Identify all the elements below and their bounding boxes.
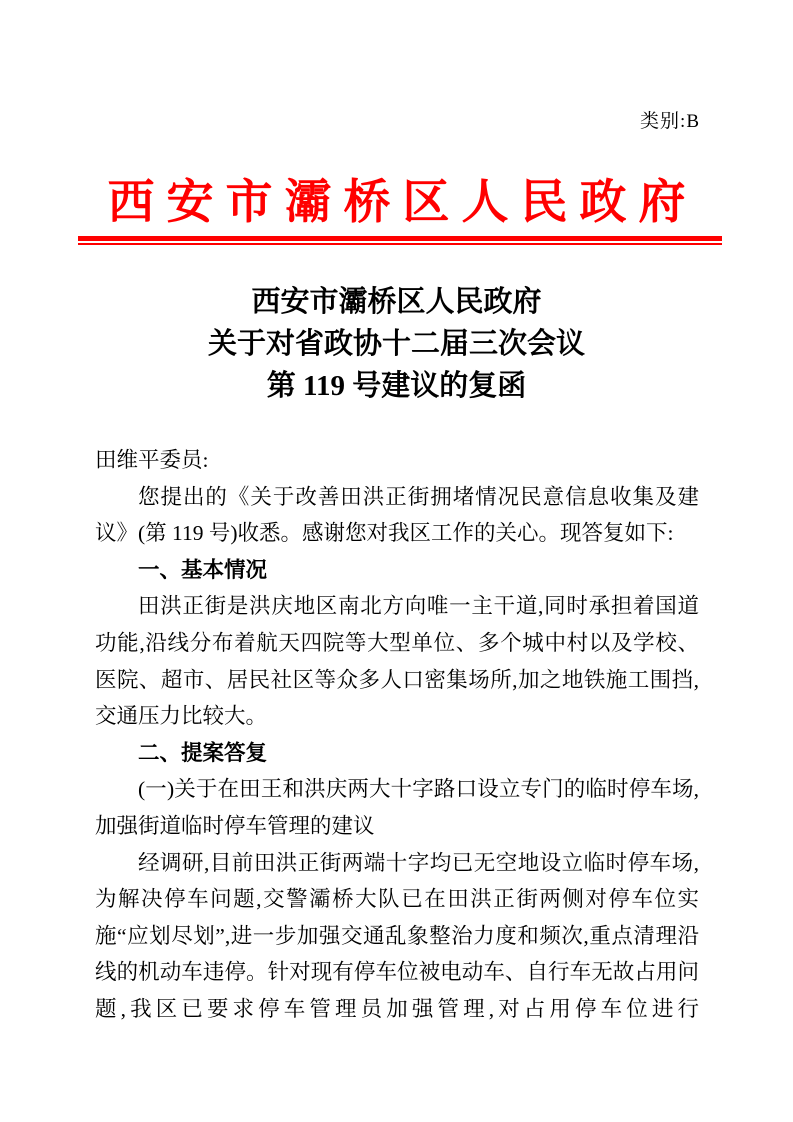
title-line-2: 关于对省政协十二届三次会议 xyxy=(207,328,585,360)
paragraph-basic-situation: 田洪正街是洪庆地区南北方向唯一主干道,同时承担着国道功能,沿线分布着航天四院等大型单位、多个城中村以及学校、医院、超市、居民社区等众多人口密集场所,加之地铁施工围挡,交通压力比较大。 xyxy=(95,594,699,729)
title-line-1: 西安市灞桥区人民政府 xyxy=(251,286,542,318)
paragraph-subitem-title: (一)关于在田王和洪庆两大十字路口设立专门的临时停车场,加强街道临时停车管理的建议 xyxy=(95,777,699,838)
title-line-3: 第 119 号建议的复函 xyxy=(266,370,527,402)
section-heading-basic-situation: 一、基本情况 xyxy=(138,557,268,582)
category-label: 类别:B xyxy=(640,111,700,132)
letterhead-divider-rule xyxy=(78,236,722,245)
paragraph-reply-detail: 经调研,目前田洪正街两端十字均已无空地设立临时停车场,为解决停车问题,交警灞桥大队已在田洪正街两侧对停车位实施“应划尽划”,进一步加强交通乱象整治力度和频次,重点清理沿线的机动车违停。针对现有停车位被电动车、自行车无故占用问题,我区已要求停车管理员加强管理,对占用停车位进行 xyxy=(95,850,699,1021)
document-body xyxy=(95,442,699,1028)
letterhead-org-name: 西安市灞桥区人民政府 xyxy=(107,177,698,229)
document-title xyxy=(0,281,793,407)
paragraph-intro: 您提出的《关于改善田洪正街拥堵情况民意信息收集及建议》(第 119 号)收悉。感谢您对我区工作的关心。现答复如下: xyxy=(95,484,699,546)
salutation: 田维平委员: xyxy=(95,448,209,472)
section-heading-proposal-reply: 二、提案答复 xyxy=(138,740,268,765)
